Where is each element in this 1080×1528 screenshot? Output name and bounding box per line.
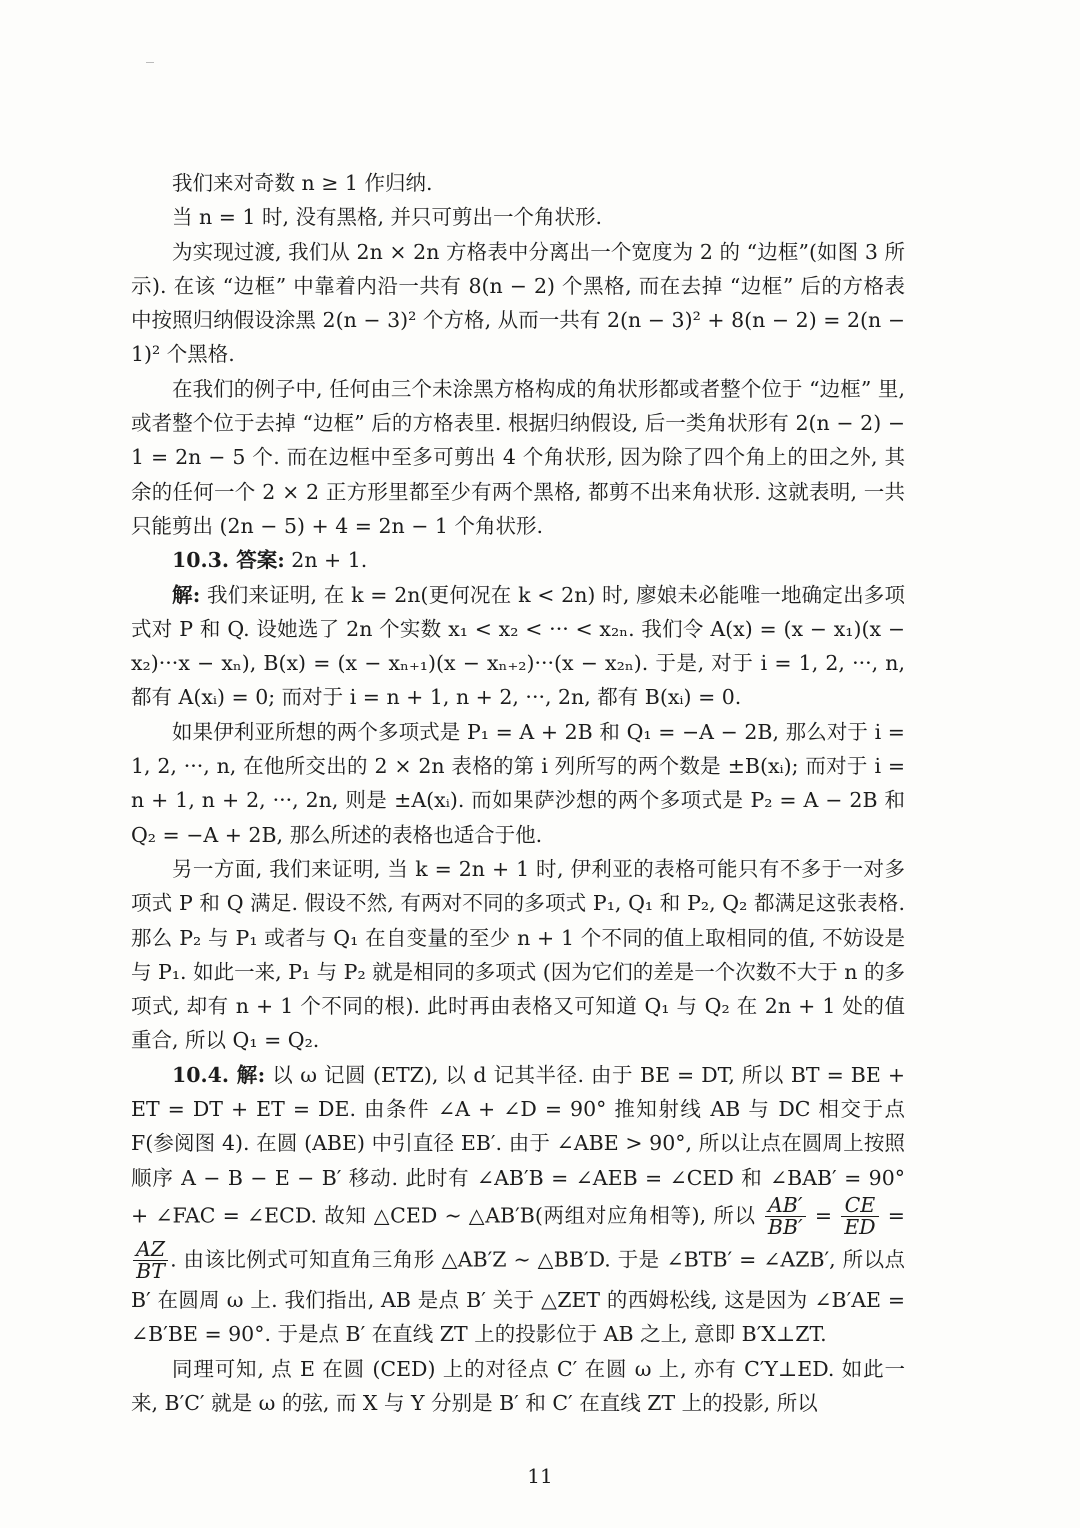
paragraph-diameter-chord: 同理可知, 点 E 在圆 (CED) 上的对径点 C′ 在圆 ω 上, 亦有 C′Y⊥ED. 如此一来, B′C′ 就是 ω 的弦, 而 X 与 Y 分别是 B′ 和 C′ 在直线 ZT 上的投影, 所以	[131, 1356, 905, 1415]
paragraph-base-case: 当 n = 1 时, 没有黑格, 并只可剪出一个角状形.	[172, 205, 603, 230]
fraction-denominator: BT	[136, 1259, 165, 1284]
paragraph-border-frame: 为实现过渡, 我们从 2n × 2n 方格表中分离出一个宽度为 2 的 “边框”(如图 3 所示). 在该 “边框” 中靠着内沿一共有 8(n − 2) 个黑格, 而在去掉 “边框” 后的方格表中按照归纳假设涂黑 2(n − 3)² 个方格, 从而一共有 2(n − 3)² + 8(n − 2) = 2(n − 1)² 个黑格.	[131, 239, 905, 367]
paragraph-polynomials: 如果伊利亚所想的两个多项式是 P₁ = A + 2B 和 Q₁ = −A − 2B, 那么对于 i = 1, 2, ···, n, 在他所交出的 2 × 2n 表格的第 i 列所写的两个数是 ±B(xᵢ); 而对于 i = n + 1, n + 2, ···, 2n, 则是 ±A(xᵢ). 而如果萨沙想的两个多项式是 P₂ = A − 2B 和 Q₂ = −A + 2B, 那么所述的表格也适合于他.	[131, 719, 905, 847]
answer-label: 10.3. 答案:	[172, 548, 285, 573]
fraction-numerator: AB′	[765, 1195, 806, 1218]
solution-label-10-4: 10.4. 解:	[172, 1062, 266, 1087]
paragraph-solution-10-4	[131, 1058, 905, 1352]
equals-sign: =	[807, 1203, 840, 1228]
fraction-ab-bb	[765, 1192, 806, 1240]
answer-text: 2n + 1.	[284, 548, 368, 573]
fraction-az-bt	[133, 1236, 168, 1284]
paragraph-corner-shapes: 在我们的例子中, 任何由三个未涂黑方格构成的角状形都或者整个位于 “边框” 里, 或者整个位于去掉 “边框” 后的方格表里. 根据归纳假设, 后一类角状形有 2(n − 2) − 1 = 2n − 5 个. 而在边框中至多可剪出 4 个角状形, 因为除了四个角上的田之外, 其余的任何一个 2 × 2 正方形里都至少有两个黑格, 都剪不出来角状形. 这就表明, 一共只能剪出 (2n − 5) + 4 = 2n − 1 个角状形.	[131, 376, 905, 538]
paragraph-solution-10-3	[131, 578, 905, 715]
page-number: 11	[527, 1464, 553, 1488]
scan-mark	[146, 62, 154, 63]
paragraph-answer-10-3	[131, 543, 905, 577]
fraction-numerator: CE	[841, 1195, 878, 1218]
fraction-denominator: ED	[844, 1215, 876, 1240]
equals-sign: =	[880, 1203, 905, 1228]
solution-text-before: 以 ω 记圆 (ETZ), 以 d 记其半径. 由于 BE = DT, 所以 BT = BE + ET = DT + ET = DE. 由条件 ∠A + ∠D = 90° 推知射线 AB 与 DC 相交于点 F(参阅图 4). 在圆 (ABE) 中引直径 EB′. 由于 ∠ABE > 90°, 所以让点在圆周上按照顺序 A − B − E − B′ 移动. 此时有 ∠AB′B = ∠AEB = ∠CED 和 ∠BAB′ = 90° + ∠FAC = ∠ECD. 故知 △CED ∼ △AB′B(两组对应角相等), 所以	[131, 1062, 905, 1228]
fraction-numerator: AZ	[133, 1239, 168, 1262]
solution-label: 解:	[172, 582, 201, 607]
solution-text: 我们来证明, 在 k = 2n(更何况在 k < 2n) 时, 廖娘未必能唯一地确定出多项式对 P 和 Q. 设她选了 2n 个实数 x₁ < x₂ < ··· < x₂ₙ. 我们令 A(x) = (x − x₁)(x − x₂)···x − xₙ), B(x) = (x − xₙ₊₁)(x − xₙ₊₂)···(x − x₂ₙ). 于是, 对于 i = 1, 2, ···, n, 都有 A(xᵢ) = 0; 而对于 i = n + 1, n + 2, ···, 2n, 都有 B(xᵢ) = 0.	[131, 582, 905, 710]
paragraph-induction-intro: 我们来对奇数 n ≥ 1 作归纳.	[172, 171, 433, 195]
fraction-ce-ed	[841, 1192, 878, 1240]
text-body	[131, 166, 905, 1420]
paragraph-uniqueness: 另一方面, 我们来证明, 当 k = 2n + 1 时, 伊利亚的表格可能只有不多于一对多项式 P 和 Q 满足. 假设不然, 有两对不同的多项式 P₁, Q₁ 和 P₂, Q₂ 都满足这张表格. 那么 P₂ 与 P₁ 或者与 Q₁ 在自变量的至少 n + 1 个不同的值上取相同的值, 不妨设是与 P₁. 如此一来, P₁ 与 P₂ 就是相同的多项式 (因为它们的差是一个次数不大于 n 的多项式, 却有 n + 1 个不同的根). 此时再由表格又可知道 Q₁ 与 Q₂ 在 2n + 1 处的值重合, 所以 Q₁ = Q₂.	[131, 856, 905, 1053]
fraction-denominator: BB′	[767, 1215, 803, 1240]
solution-text-after: . 由该比例式可知直角三角形 △AB′Z ∼ △BB′D. 于是 ∠BTB′ = ∠AZB′, 所以点 B′ 在圆周 ω 上. 我们指出, AB 是点 B′ 关于 △ZET 的西姆松线, 这是因为 ∠B′AE = ∠B′BE = 90°. 于是点 B′ 在直线 ZT 上的投影位于 AB 之上, 意即 B′X⊥ZT.	[131, 1247, 905, 1347]
